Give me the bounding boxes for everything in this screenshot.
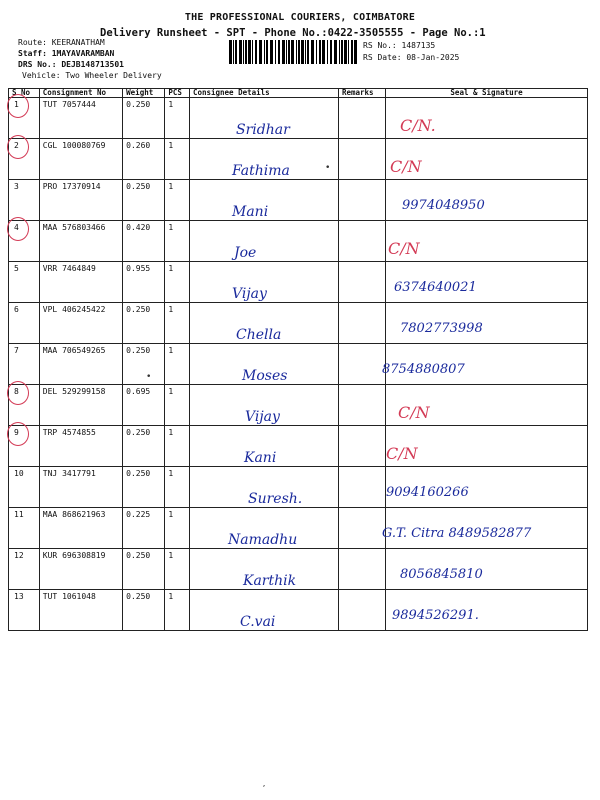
row-remarks-cell [338, 180, 385, 221]
row-consignment-no [39, 467, 122, 508]
row-consignment-no [39, 262, 122, 303]
signature-handwritten: 9894526291. [392, 608, 479, 623]
row-sno-text: 6 [14, 305, 19, 314]
row-weight-text: 0.250 [126, 428, 151, 437]
table-row [9, 262, 588, 303]
row-pcs-text: 1 [168, 264, 174, 273]
rs-number: RS No.: 1487135 [363, 41, 436, 50]
row-weight-text: 0.250 [126, 305, 151, 314]
red-circle-mark [7, 381, 29, 405]
row-sno-text: 3 [14, 182, 19, 191]
table-row [9, 590, 588, 631]
consignee-handwritten-name: Namadhu [228, 532, 298, 548]
ink-dot: , [262, 780, 267, 788]
row-sno-text: 2 [14, 141, 19, 150]
row-consignment-no [39, 426, 122, 467]
header-pcs: PCS [165, 89, 190, 98]
row-consignment-no [39, 221, 122, 262]
row-remarks-cell [338, 344, 385, 385]
row-sno-text: 11 [14, 510, 24, 519]
red-circle-mark [7, 135, 29, 159]
row-consignment-no-text: TUT 7057444 [42, 100, 96, 109]
row-consignment-no [39, 139, 122, 180]
row-sno-text: 7 [14, 346, 19, 355]
row-consignment-no-text: MAA 576803466 [42, 223, 106, 232]
row-weight-text: 0.250 [126, 100, 151, 109]
row-weight [123, 385, 165, 426]
signature-handwritten: C/N [386, 444, 418, 463]
table-row [9, 221, 588, 262]
row-pcs-text: 1 [168, 141, 174, 150]
table-row [9, 549, 588, 590]
row-pcs [165, 385, 190, 426]
row-remarks-cell [338, 426, 385, 467]
row-consignment-no [39, 98, 122, 139]
row-sno [9, 549, 40, 590]
row-weight [123, 180, 165, 221]
table-row [9, 426, 588, 467]
row-weight [123, 426, 165, 467]
header-consignee: Consignee Details [189, 89, 338, 98]
row-consignee-cell [189, 221, 338, 262]
document-title: THE PROFESSIONAL COURIERS, COIMBATORE [184, 12, 416, 23]
signature-handwritten: 8056845810 [400, 567, 483, 582]
ink-dot: • [325, 163, 331, 173]
ink-dot: • [146, 372, 152, 382]
row-consignment-no [39, 385, 122, 426]
consignee-handwritten-name: Joe [234, 245, 257, 261]
row-consignment-no-text: TUT 1061048 [42, 592, 96, 601]
row-sno-text: 8 [14, 387, 19, 396]
consignee-handwritten-name: Moses [242, 368, 288, 384]
row-consignment-no [39, 590, 122, 631]
consignee-handwritten-name: Mani [232, 204, 269, 220]
header-remarks: Remarks [338, 89, 385, 98]
row-weight [123, 344, 165, 385]
red-circle-mark [7, 94, 29, 118]
row-weight-text: 0.955 [126, 264, 151, 273]
row-pcs [165, 303, 190, 344]
row-sno [9, 303, 40, 344]
row-weight-text: 0.250 [126, 592, 151, 601]
row-weight [123, 549, 165, 590]
row-sno [9, 590, 40, 631]
row-pcs [165, 221, 190, 262]
row-consignment-no [39, 549, 122, 590]
consignee-handwritten-name: Kani [244, 450, 277, 466]
document-subtitle: Delivery Runsheet - SPT - Phone No.:0422-3505555 - Page No.:1 [100, 27, 486, 39]
row-weight [123, 139, 165, 180]
signature-handwritten: 9974048950 [402, 198, 485, 213]
route-label: Route: KEERANATHAM [18, 38, 105, 47]
row-consignment-no [39, 344, 122, 385]
row-weight-text: 0.695 [126, 387, 151, 396]
row-sno [9, 180, 40, 221]
row-weight [123, 98, 165, 139]
row-weight-text: 0.420 [126, 223, 151, 232]
header-consignment: Consignment No [39, 89, 122, 98]
signature-handwritten: C/N [388, 239, 420, 258]
row-weight [123, 221, 165, 262]
row-pcs [165, 467, 190, 508]
row-consignment-no-text: TRP 4574855 [42, 428, 96, 437]
row-weight [123, 508, 165, 549]
row-consignment-no-text: VPL 406245422 [42, 305, 106, 314]
row-consignment-no [39, 508, 122, 549]
table-row [9, 180, 588, 221]
consignee-handwritten-name: Suresh. [248, 491, 303, 507]
row-weight-text: 0.250 [126, 551, 151, 560]
row-consignment-no-text: MAA 706549265 [42, 346, 106, 355]
row-pcs-text: 1 [168, 510, 174, 519]
row-pcs-text: 1 [168, 346, 174, 355]
red-circle-mark [7, 217, 29, 241]
row-remarks-cell [338, 221, 385, 262]
row-weight [123, 590, 165, 631]
table-row [9, 344, 588, 385]
row-pcs [165, 344, 190, 385]
row-pcs-text: 1 [168, 551, 174, 560]
row-weight-text: 0.250 [126, 346, 151, 355]
runsheet-table [8, 88, 588, 631]
consignee-handwritten-name: C.vai [240, 614, 276, 630]
row-pcs-text: 1 [168, 305, 174, 314]
row-sno [9, 508, 40, 549]
signature-handwritten: C/N. [400, 116, 436, 135]
row-remarks-cell [338, 590, 385, 631]
row-weight [123, 467, 165, 508]
row-pcs [165, 549, 190, 590]
row-remarks-cell [338, 262, 385, 303]
row-pcs-text: 1 [168, 100, 174, 109]
signature-handwritten: 7802773998 [400, 321, 483, 336]
row-consignment-no-text: TNJ 3417791 [42, 469, 96, 478]
row-pcs [165, 180, 190, 221]
row-pcs [165, 262, 190, 303]
row-sno-text: 13 [14, 592, 24, 601]
row-weight-text: 0.225 [126, 510, 151, 519]
barcode-image [229, 40, 357, 64]
table-row [9, 385, 588, 426]
row-consignment-no-text: PRO 17370914 [42, 182, 101, 191]
red-circle-mark [7, 422, 29, 446]
signature-handwritten: G.T. Citra 8489582877 [382, 526, 532, 541]
signature-handwritten: 8754880807 [382, 362, 465, 377]
table-row [9, 139, 588, 180]
signature-handwritten: 6374640021 [394, 280, 477, 295]
row-pcs-text: 1 [168, 182, 174, 191]
row-pcs-text: 1 [168, 592, 174, 601]
row-pcs [165, 590, 190, 631]
row-sno-text: 12 [14, 551, 24, 560]
row-consignment-no [39, 303, 122, 344]
row-pcs [165, 426, 190, 467]
row-remarks-cell [338, 508, 385, 549]
row-sno-text: 9 [14, 428, 19, 437]
vehicle-label: Vehicle: Two Wheeler Delivery [22, 71, 162, 80]
header-seal: Seal & Signature [386, 89, 588, 98]
table-header-row [9, 89, 588, 98]
consignee-handwritten-name: Vijay [245, 409, 280, 425]
row-consignment-no-text: CGL 100080769 [42, 141, 106, 150]
row-consignment-no-text: MAA 868621963 [42, 510, 106, 519]
header-sno: S No [9, 89, 40, 98]
row-sno-text: 1 [14, 100, 19, 109]
row-weight-text: 0.250 [126, 469, 151, 478]
row-sno [9, 467, 40, 508]
row-consignment-no-text: KUR 696308819 [42, 551, 106, 560]
row-sno [9, 262, 40, 303]
row-remarks-cell [338, 139, 385, 180]
row-pcs-text: 1 [168, 223, 174, 232]
consignee-handwritten-name: Fathima [232, 163, 290, 179]
header-weight: Weight [123, 89, 165, 98]
consignee-handwritten-name: Sridhar [236, 122, 290, 138]
consignee-handwritten-name: Chella [236, 327, 282, 343]
row-remarks-cell [338, 98, 385, 139]
row-sno-text: 10 [14, 469, 24, 478]
row-sno [9, 344, 40, 385]
row-pcs-text: 1 [168, 469, 174, 478]
rs-date: RS Date: 08-Jan-2025 [363, 53, 460, 62]
row-remarks-cell [338, 549, 385, 590]
table-row [9, 98, 588, 139]
consignee-handwritten-name: Vijay [232, 286, 267, 302]
staff-label: Staff: 1MAYAVARAMBAN [18, 49, 115, 58]
row-sno-text: 4 [14, 223, 19, 232]
row-weight [123, 303, 165, 344]
row-remarks-cell [338, 385, 385, 426]
row-remarks-cell [338, 467, 385, 508]
row-consignment-no-text: DEL 529299158 [42, 387, 106, 396]
row-weight-text: 0.250 [126, 182, 151, 191]
consignee-handwritten-name: Karthik [243, 573, 297, 589]
row-pcs-text: 1 [168, 387, 174, 396]
row-weight [123, 262, 165, 303]
signature-handwritten: 9094160266 [386, 485, 469, 500]
signature-handwritten: C/N [398, 403, 430, 422]
row-consignment-no [39, 180, 122, 221]
row-pcs [165, 139, 190, 180]
row-pcs [165, 98, 190, 139]
drs-number: DRS No.: DEJB148713501 [18, 60, 124, 69]
row-pcs-text: 1 [168, 428, 174, 437]
row-sno-text: 5 [14, 264, 19, 273]
row-remarks-cell [338, 303, 385, 344]
signature-handwritten: C/N [390, 157, 422, 176]
row-pcs [165, 508, 190, 549]
row-consignment-no-text: VRR 7464849 [42, 264, 96, 273]
row-weight-text: 0.260 [126, 141, 151, 150]
table-row [9, 303, 588, 344]
